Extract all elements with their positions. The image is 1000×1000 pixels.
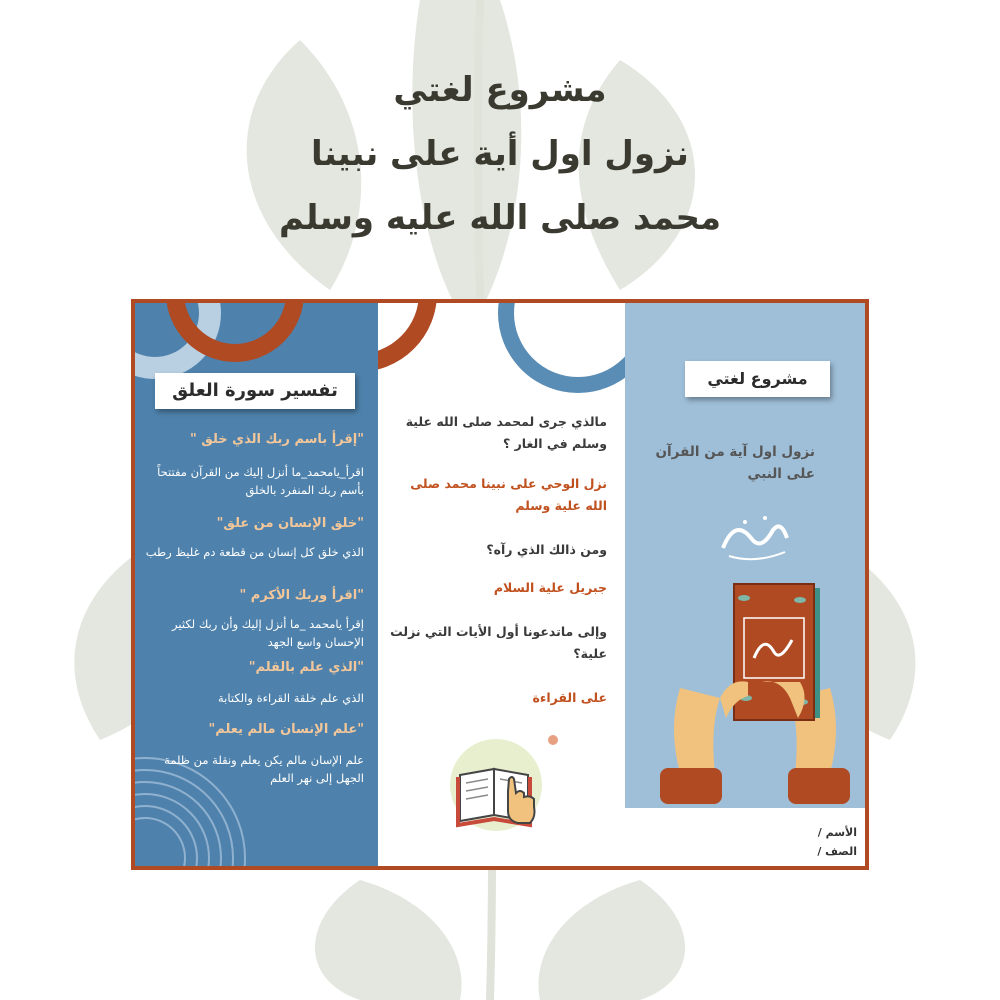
left-panel-title: تفسير سورة العلق	[155, 373, 355, 409]
answer-1: نزل الوحي على نبينا محمد صلى الله علية وسلم	[410, 476, 607, 513]
explanation-4: الذي علم خلقة القراءة والكتابة	[217, 691, 364, 705]
middle-panel	[378, 303, 625, 866]
class-label: الصف /	[817, 845, 857, 858]
brochure	[131, 299, 869, 870]
right-panel-title: مشروع لغتي	[685, 361, 830, 397]
question-3: وإلى ماتدعونا أول الأيات التي نزلت علية؟	[390, 624, 607, 661]
answer-3: على القراءة	[532, 690, 607, 705]
page-header	[0, 58, 1000, 250]
quran-book-icon	[660, 578, 850, 808]
explanation-5: علم الإسان مالم يكن يعلم ونقلة من ظلمة الجهل إلى نهر العلم	[164, 753, 364, 785]
right-panel-subtitle: نزول اول آية من القرآن على النبي	[655, 444, 815, 482]
explanation-3: إقرأ يامحمد _ما أنزل إليك وأن ربك لكثير الإحسان واسع الجهد	[172, 617, 364, 649]
answer-2: جبريل علية السلام	[493, 580, 607, 595]
question-1: مالذي جرى لمحمد صلى الله علية وسلم في الغار ؟	[405, 414, 607, 451]
quote-5: "علم الإنسان مالم يعلم"	[208, 722, 364, 737]
right-panel	[625, 303, 865, 866]
header-line-2: نزول اول أية على نبينا	[311, 134, 689, 174]
explanation-2: الذي خلق كل إنسان من قطعة دم غليظ رطب	[145, 545, 364, 559]
left-panel	[135, 303, 378, 866]
quote-1: "إقرأ باسم ربك الذي خلق "	[189, 432, 364, 447]
name-label: الأسم /	[817, 826, 857, 839]
header-line-3: محمد صلى الله عليه وسلم	[278, 198, 722, 238]
quote-3: "اقرأ وربك الأكرم "	[239, 588, 364, 603]
question-2: ومن ذالك الذي رآه؟	[486, 542, 607, 557]
reading-book-icon	[438, 733, 558, 833]
calligraphy-icon	[715, 508, 795, 568]
quote-2: "خلق الإنسان من علق"	[216, 516, 364, 531]
header-line-1: مشروع لغتي	[393, 70, 607, 110]
explanation-1: اقرأ_يامحمد_ما أنزل إليك من القرآن مفتتحاً بأسم ربك المنفرد بالخلق	[157, 465, 364, 497]
student-fields	[817, 823, 857, 861]
quote-4: "الذي علم بالقلم"	[248, 660, 364, 675]
